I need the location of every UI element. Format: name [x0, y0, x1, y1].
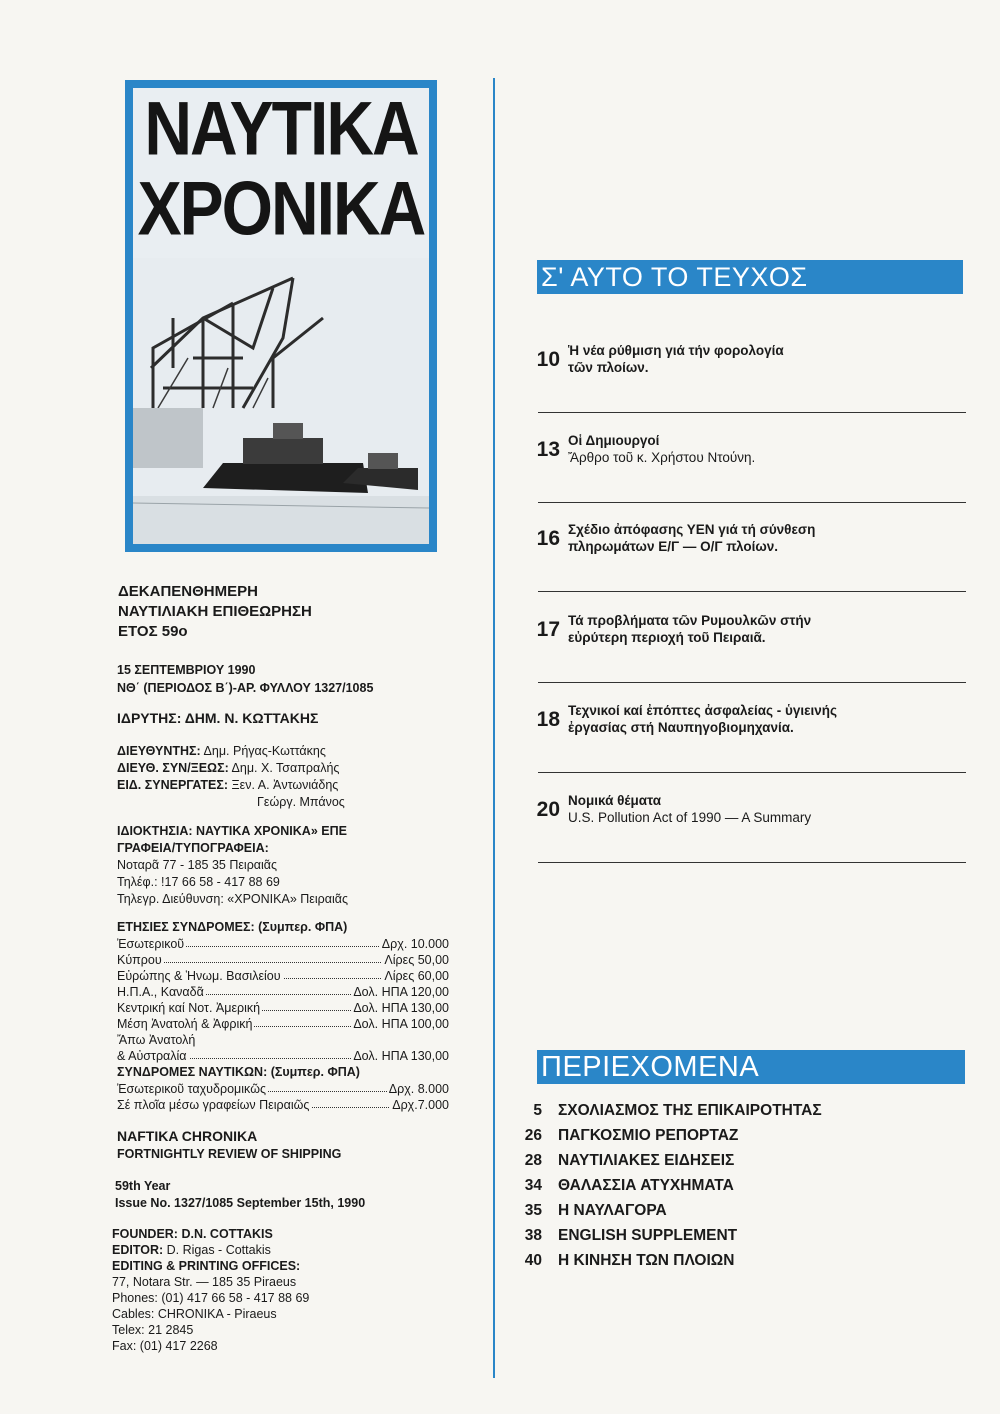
staff-row: ΔΙΕΥΘΥΝΤΗΣ: Δημ. Ρήγας-Κωττάκης [117, 744, 326, 758]
en-cables: Cables: CHRONIKA - Piraeus [112, 1307, 277, 1321]
cover-title-line2: ΧΡΟΝΙΚΑ [137, 165, 425, 251]
contents-page-number: 38 [524, 1227, 542, 1244]
masthead-heading2: ΝΑΥΤΙΛΙΑΚΗ ΕΠΙΘΕΩΡΗΣΗ [118, 603, 312, 620]
subscription-price: Δρχ. 10.000 [381, 937, 449, 951]
toc-entry [568, 342, 784, 376]
contents-title: ΝΑΥΤΙΛΙΑΚΕΣ ΕΙΔΗΣΕΙΣ [558, 1152, 735, 1169]
en-offices: EDITING & PRINTING OFFICES: [112, 1259, 301, 1273]
toc-separator [538, 412, 966, 413]
toc-entry-line1: Οἱ Δημιουργοί [568, 433, 660, 448]
contents-page-number: 5 [533, 1102, 542, 1119]
contents-title: ENGLISH SUPPLEMENT [558, 1227, 738, 1244]
en-staff-block: FOUNDER: D.N. COTTAKIS EDITOR: D. Rigas - Cottakis EDITING & PRINTING OFFICES: 77, Notara Str. — 185 35 Piraeus Phones: (01) 417 66 58 - 417 88 69 Cables: CHRONIKA - Piraeus Telex: 21 2845 Fax: (01) 417 2268 [112, 1227, 310, 1353]
staff-row: ΕΙΔ. ΣΥΝΕΡΓΑΤΕΣ: Ξεν. Α. Ἀντωνιάδης [117, 778, 339, 792]
address: Νοταρᾶ 77 - 185 35 Πειραιᾶς [117, 858, 278, 872]
toc-separator [538, 502, 966, 503]
contents-title: ΘΑΛΑΣΣΙΑ ΑΤΥΧΗΜΑΤΑ [558, 1177, 734, 1194]
masthead-heading3: ΕΤΟΣ 59ο [118, 623, 188, 640]
subscriptions-block [117, 919, 449, 1113]
contents-title: Η ΚΙΝΗΣΗ ΤΩΝ ΠΛΟΙΩΝ [558, 1252, 735, 1269]
in-this-issue-banner: Σ' ΑΥΤΟ ΤΟ ΤΕΥΧΟΣ [537, 260, 963, 294]
toc-entry-line2: εὐρύτερη περιοχή τοῦ Πειραιᾶ. [568, 630, 766, 645]
contents-title: ΣΧΟΛΙΑΣΜΟΣ ΤΗΣ ΕΠΙΚΑΙΡΟΤΗΤΑΣ [558, 1102, 822, 1119]
subscription-row [117, 936, 449, 952]
contents-page-number: 40 [524, 1252, 542, 1269]
toc-page-number: 18 [536, 708, 560, 731]
subscription-row [117, 984, 449, 1000]
contents-item [510, 1127, 738, 1145]
contents-banner: ΠΕΡΙΕΧΟΜΕΝΑ [537, 1050, 965, 1084]
contents-page-number: 35 [524, 1202, 542, 1219]
subscriptions-list [117, 936, 449, 1032]
subscription-region: Κύπρου [117, 953, 162, 967]
toc-page-number: 16 [536, 527, 560, 550]
en-title2: FORTNIGHTLY REVIEW OF SHIPPING [117, 1147, 342, 1161]
offices-label: ΓΡΑΦΕΙΑ/ΤΥΠΟΓΡΑΦΕΙΑ: [117, 841, 269, 855]
toc-entry-line2: Ἄρθρο τοῦ κ. Χρήστου Ντούνη. [568, 450, 756, 465]
toc-entry-line2: πληρωμάτων Ε/Γ — Ο/Γ πλοίων. [568, 539, 779, 554]
contents-title: Η ΝΑΥΛΑΓΟΡΑ [558, 1202, 667, 1219]
toc-entry [568, 521, 815, 555]
subscription-region: Εὐρώπης & Ἡνωμ. Βασιλείου [117, 969, 281, 983]
contents-item [510, 1152, 734, 1170]
subscription-price: Δρχ. 8.000 [388, 1082, 449, 1096]
toc-entry-line1: Τά προβλήματα τῶν Ρυμουλκῶν στήν [568, 613, 812, 628]
toc-entry-line2: U.S. Pollution Act of 1990 — A Summary [568, 810, 812, 825]
cover-image [125, 80, 437, 552]
subscription-price: Λίρες 50,00 [384, 953, 449, 967]
contents-page-number: 26 [524, 1127, 542, 1144]
contents-title: ΠΑΓΚΟΣΜΙΟ ΡΕΠΟΡΤΑΖ [558, 1127, 739, 1144]
cover-title-line1: ΝΑΥΤΙΚΑ [144, 88, 418, 171]
contents-item [510, 1252, 734, 1270]
toc-entry-line2: τῶν πλοίων. [568, 360, 649, 375]
masthead-heading1: ΔΕΚΑΠΕΝΘΗΜΕΡΗ [118, 583, 258, 600]
subscription-region: Ἐσωτερικοῦ [117, 937, 185, 951]
subscription-price: Δολ. ΗΠΑ 130,00 [353, 1001, 449, 1015]
staff-row: ΔΙΕΥΘ. ΣΥΝ/ΞΕΩΣ: Δημ. Χ. Τσαπραλής [117, 761, 340, 775]
staff-extra: Γεώργ. Μπάνος [257, 795, 345, 809]
subscription-row [117, 1016, 449, 1032]
en-title1: NAFTIKA CHRONIKA [117, 1128, 258, 1144]
cover-panel [133, 88, 429, 544]
contents-item [510, 1102, 822, 1120]
en-phones: Phones: (01) 417 66 58 - 417 88 69 [112, 1291, 310, 1305]
toc-separator [538, 682, 966, 683]
toc-entry [568, 702, 837, 736]
subscription-region: Ἐσωτερικοῦ ταχυδρομικῶς [117, 1082, 267, 1096]
en-address: 77, Notara Str. — 185 35 Piraeus [112, 1275, 297, 1289]
contents-item [510, 1202, 667, 1220]
founder-gr: ΙΔΡΥΤΗΣ: ΔΗΜ. Ν. ΚΩΤΤΑΚΗΣ [117, 710, 319, 726]
toc-entry-line1: Ἡ νέα ρύθμιση γιά τήν φορολογία [568, 343, 784, 358]
toc-entry-line1: Σχέδιο ἀπόφασης ΥΕΝ γιά τή σύνθεση [568, 522, 816, 537]
phone: Τηλέφ.: !17 66 58 - 417 88 69 [117, 875, 280, 889]
subscriptions-title: ΕΤΗΣΙΕΣ ΣΥΝΔΡΟΜΕΣ: (Συμπερ. ΦΠΑ) [117, 920, 348, 934]
mariner-subscriptions-list [117, 1081, 449, 1113]
en-telex: Telex: 21 2845 [112, 1323, 194, 1337]
subscription-row [117, 952, 449, 968]
subscription-price: Λίρες 60,00 [384, 969, 449, 983]
cable-address: Τηλεγρ. Διεύθυνση: «ΧΡΟΝΙΚΑ» Πειραιᾶς [117, 892, 348, 906]
toc-page-number: 10 [536, 348, 560, 371]
contents-item [510, 1227, 737, 1245]
subscription-row [117, 1000, 449, 1016]
toc-entry [568, 612, 811, 646]
en-year: 59th Year [115, 1179, 171, 1193]
column-divider [493, 78, 495, 1378]
toc-entry-line1: Νομικά θέματα [568, 793, 662, 808]
staff-list [117, 743, 345, 811]
issue-date: 15 ΣΕΠΤΕΜΒΡΙΟΥ 1990 [117, 663, 256, 677]
toc-separator [538, 772, 966, 773]
subscription-price: Δολ. ΗΠΑ 120,00 [353, 985, 449, 999]
contents-item [510, 1177, 734, 1195]
en-founder: FOUNDER: D.N. COTTAKIS [112, 1227, 273, 1241]
ownership: ΙΔΙΟΚΤΗΣΙΑ: ΝΑΥΤΙΚΑ ΧΡΟΝΙΚΑ» ΕΠΕ [117, 824, 347, 838]
toc-page-number: 13 [536, 438, 560, 461]
contents-page-number: 28 [524, 1152, 542, 1169]
en-issue: Issue No. 1327/1085 September 15th, 1990 [115, 1196, 366, 1210]
toc-entry-line1: Τεχνικοί καί ἐπόπτες ἀσφαλείας - ὑγιεινής [568, 703, 838, 718]
subscription-price: Δολ. ΗΠΑ 100,00 [353, 1017, 449, 1031]
toc-page-number: 20 [536, 798, 560, 821]
toc-separator [538, 591, 966, 592]
toc-entry [568, 432, 755, 466]
subscription-row [117, 968, 449, 984]
cover-ship-photo [133, 258, 429, 544]
subscription-region: Κεντρική καί Νοτ. Ἀμερική [117, 1001, 261, 1015]
toc-entry-line2: ἐργασίας στή Ναυπηγοβιομηχανία. [568, 720, 794, 735]
mariner-title: ΣΥΝΔΡΟΜΕΣ ΝΑΥΤΙΚΩΝ: (Συμπερ. ΦΠΑ) [117, 1065, 360, 1079]
subscription-row [117, 1081, 449, 1097]
toc-page-number: 17 [536, 618, 560, 641]
contents-page-number: 34 [524, 1177, 542, 1194]
issue-number: ΝΘ΄ (ΠΕΡΙΟΔΟΣ Β΄)-ΑΡ. ΦΥΛΛΟΥ 1327/1085 [117, 681, 374, 695]
en-fax: Fax: (01) 417 2268 [112, 1339, 218, 1353]
subscription-price: Δρχ.7.000 [392, 1098, 449, 1112]
toc-entry [568, 792, 811, 826]
ownership-block [117, 823, 348, 908]
subscription-region: Μέση Ἀνατολή & Ἀφρική [117, 1017, 253, 1031]
subscription-region: Η.Π.Α., Καναδᾶ [117, 985, 204, 999]
subscription-row: & Αὐστραλία Δολ. ΗΠΑ 130,00 [117, 1049, 449, 1063]
toc-separator [538, 862, 966, 863]
subscription-region: Σέ πλοῖα μέσω γραφείων Πειραιῶς [117, 1098, 310, 1112]
subscription-row [117, 1097, 449, 1113]
far-east-label: Ἄπω Ἀνατολή [117, 1033, 196, 1047]
